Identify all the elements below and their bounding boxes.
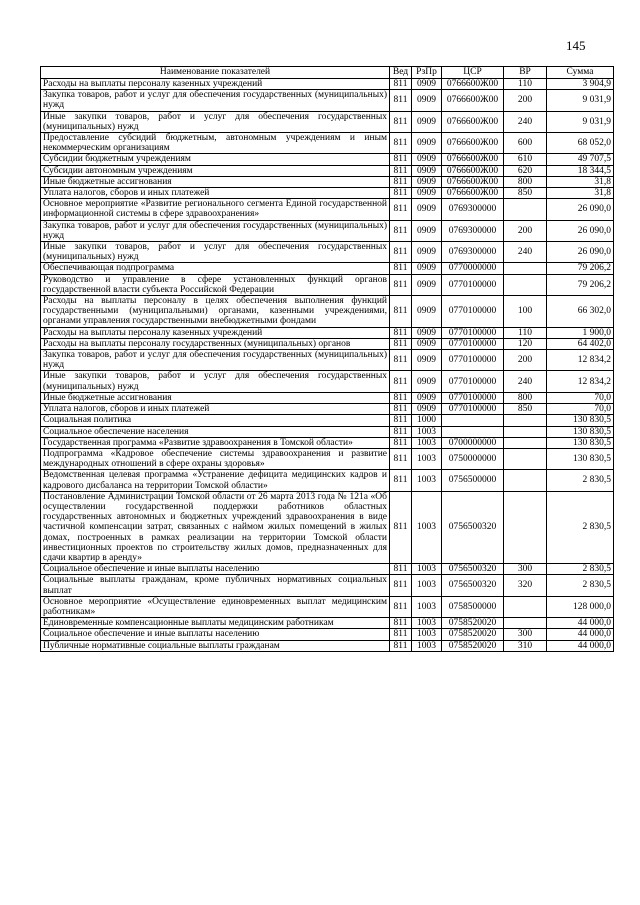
cell-sum: 64 402,0 <box>547 338 614 349</box>
cell-sum: 130 830,5 <box>547 426 614 437</box>
cell-vr <box>504 437 547 448</box>
cell-vr: 240 <box>504 371 547 392</box>
cell-name: Предоставление субсидий бюджетным, автономным учреждениям и иным некоммерческим организациям <box>41 133 390 154</box>
cell-vr <box>504 491 547 563</box>
cell-vr: 800 <box>504 176 547 187</box>
cell-vr <box>504 415 547 426</box>
table-row <box>41 154 614 165</box>
cell-sum: 18 344,5 <box>547 165 614 176</box>
cell-sum: 44 000,0 <box>547 640 614 651</box>
cell-ved: 811 <box>390 199 412 220</box>
cell-name: Обеспечивающая подпрограмма <box>41 263 390 274</box>
cell-name: Уплата налогов, сборов и иных платежей <box>41 404 390 415</box>
table-row <box>41 491 614 563</box>
cell-csr: 0766600Ж00 <box>442 165 504 176</box>
cell-name: Социальное обеспечение и иные выплаты населению <box>41 629 390 640</box>
table-row <box>41 371 614 392</box>
cell-vr: 100 <box>504 296 547 328</box>
cell-ved: 811 <box>390 338 412 349</box>
cell-name: Иные закупки товаров, работ и услуг для обеспечения государственных (муниципальных) нужд <box>41 111 390 132</box>
cell-rzpr: 1003 <box>412 640 442 651</box>
cell-vr: 200 <box>504 220 547 241</box>
cell-name: Социальные выплаты гражданам, кроме публичных нормативных социальных выплат <box>41 575 390 596</box>
cell-rzpr: 0909 <box>412 404 442 415</box>
cell-rzpr: 0909 <box>412 274 442 295</box>
column-header-name: Наименование показателей <box>41 67 390 79</box>
table-row <box>41 90 614 111</box>
cell-name: Публичные нормативные социальные выплаты гражданам <box>41 640 390 651</box>
cell-vr: 850 <box>504 404 547 415</box>
cell-ved: 811 <box>390 629 412 640</box>
cell-csr: 0769300000 <box>442 220 504 241</box>
table-row <box>41 176 614 187</box>
cell-ved: 811 <box>390 79 412 90</box>
cell-rzpr: 0909 <box>412 154 442 165</box>
table-row <box>41 274 614 295</box>
cell-rzpr: 0909 <box>412 176 442 187</box>
cell-csr: 0766600Ж00 <box>442 176 504 187</box>
cell-name: Расходы на выплаты персоналу в целях обеспечения выполнения функций государственными (муниципальными) органами, казенными учреждениями, органами управления государственными внебюджетными фондами <box>41 296 390 328</box>
cell-name: Расходы на выплаты персоналу казенных учреждений <box>41 79 390 90</box>
cell-vr: 600 <box>504 133 547 154</box>
cell-vr: 200 <box>504 350 547 371</box>
cell-ved: 811 <box>390 111 412 132</box>
cell-rzpr: 0909 <box>412 350 442 371</box>
cell-rzpr: 0909 <box>412 111 442 132</box>
cell-ved: 811 <box>390 640 412 651</box>
cell-ved: 811 <box>390 392 412 403</box>
cell-csr: 0756500320 <box>442 564 504 575</box>
cell-name: Иные бюджетные ассигнования <box>41 392 390 403</box>
cell-rzpr: 0909 <box>412 371 442 392</box>
cell-rzpr: 0909 <box>412 220 442 241</box>
cell-rzpr: 1003 <box>412 426 442 437</box>
cell-sum: 130 830,5 <box>547 437 614 448</box>
cell-name: Иные бюджетные ассигнования <box>41 176 390 187</box>
cell-vr: 320 <box>504 575 547 596</box>
cell-csr: 0758520020 <box>442 618 504 629</box>
cell-sum: 31,8 <box>547 188 614 199</box>
cell-csr: 0770100000 <box>442 392 504 403</box>
cell-rzpr: 1003 <box>412 491 442 563</box>
table-row <box>41 404 614 415</box>
cell-vr: 110 <box>504 79 547 90</box>
cell-ved: 811 <box>390 154 412 165</box>
table-row <box>41 629 614 640</box>
cell-name: Субсидии бюджетным учреждениям <box>41 154 390 165</box>
cell-vr: 610 <box>504 154 547 165</box>
cell-sum: 79 206,2 <box>547 263 614 274</box>
cell-ved: 811 <box>390 426 412 437</box>
cell-rzpr: 0909 <box>412 327 442 338</box>
cell-csr: 0766600Ж00 <box>442 188 504 199</box>
cell-ved: 811 <box>390 176 412 187</box>
table-row <box>41 392 614 403</box>
cell-ved: 811 <box>390 165 412 176</box>
table-row <box>41 470 614 491</box>
table-row <box>41 199 614 220</box>
cell-ved: 811 <box>390 470 412 491</box>
table-row <box>41 575 614 596</box>
cell-rzpr: 0909 <box>412 133 442 154</box>
cell-sum: 31,8 <box>547 176 614 187</box>
cell-name: Закупка товаров, работ и услуг для обеспечения государственных (муниципальных) нужд <box>41 220 390 241</box>
table-row <box>41 596 614 617</box>
cell-vr <box>504 596 547 617</box>
table-row <box>41 640 614 651</box>
cell-rzpr: 1003 <box>412 564 442 575</box>
cell-ved: 811 <box>390 437 412 448</box>
budget-table <box>40 66 614 652</box>
cell-rzpr: 1003 <box>412 618 442 629</box>
cell-vr <box>504 199 547 220</box>
cell-sum: 70,0 <box>547 404 614 415</box>
cell-name: Закупка товаров, работ и услуг для обеспечения государственных (муниципальных) нужд <box>41 90 390 111</box>
cell-rzpr: 1003 <box>412 470 442 491</box>
table-row <box>41 220 614 241</box>
cell-csr: 0758500000 <box>442 596 504 617</box>
cell-csr: 0766600Ж00 <box>442 111 504 132</box>
column-header-sum: Сумма <box>547 67 614 79</box>
table-row <box>41 242 614 263</box>
cell-sum: 68 052,0 <box>547 133 614 154</box>
cell-rzpr: 1003 <box>412 437 442 448</box>
table-row <box>41 415 614 426</box>
cell-ved: 811 <box>390 327 412 338</box>
cell-csr: 0756500320 <box>442 491 504 563</box>
cell-vr: 200 <box>504 90 547 111</box>
cell-ved: 811 <box>390 491 412 563</box>
cell-sum: 9 031,9 <box>547 111 614 132</box>
cell-vr <box>504 470 547 491</box>
cell-ved: 811 <box>390 350 412 371</box>
cell-csr: 0770100000 <box>442 274 504 295</box>
table-body <box>41 79 614 652</box>
cell-rzpr: 0909 <box>412 338 442 349</box>
cell-rzpr: 1003 <box>412 629 442 640</box>
column-header-vr: ВР <box>504 67 547 79</box>
cell-csr: 0766600Ж00 <box>442 133 504 154</box>
cell-csr <box>442 426 504 437</box>
cell-vr: 300 <box>504 629 547 640</box>
cell-name: Иные закупки товаров, работ и услуг для обеспечения государственных (муниципальных) нужд <box>41 371 390 392</box>
cell-csr: 0770100000 <box>442 371 504 392</box>
cell-sum: 128 000,0 <box>547 596 614 617</box>
table-row <box>41 338 614 349</box>
cell-csr: 0766600Ж00 <box>442 154 504 165</box>
cell-name: Уплата налогов, сборов и иных платежей <box>41 188 390 199</box>
cell-csr: 0758520020 <box>442 629 504 640</box>
table-row <box>41 618 614 629</box>
cell-ved: 811 <box>390 242 412 263</box>
cell-rzpr: 0909 <box>412 90 442 111</box>
cell-csr: 0769300000 <box>442 242 504 263</box>
cell-sum: 2 830,5 <box>547 470 614 491</box>
cell-name: Подпрограмма «Кадровое обеспечение системы здравоохранения и развитие международных отношений в сфере охраны здоровья» <box>41 448 390 469</box>
page-number: 145 <box>566 38 586 53</box>
cell-csr: 0700000000 <box>442 437 504 448</box>
cell-name: Государственная программа «Развитие здравоохранения в Томской области» <box>41 437 390 448</box>
column-header-ved: Вед <box>390 67 412 79</box>
cell-ved: 811 <box>390 274 412 295</box>
cell-name: Основное мероприятие «Развитие регионального сегмента Единой государственной информационной системы в сфере здравоохранения» <box>41 199 390 220</box>
cell-sum: 26 090,0 <box>547 220 614 241</box>
cell-sum: 44 000,0 <box>547 629 614 640</box>
cell-rzpr: 0909 <box>412 199 442 220</box>
cell-vr: 850 <box>504 188 547 199</box>
cell-name: Социальное обеспечение и иные выплаты населению <box>41 564 390 575</box>
table-row <box>41 448 614 469</box>
cell-ved: 811 <box>390 564 412 575</box>
table-row <box>41 327 614 338</box>
cell-ved: 811 <box>390 133 412 154</box>
cell-ved: 811 <box>390 575 412 596</box>
cell-csr: 0770100000 <box>442 327 504 338</box>
cell-name: Ведомственная целевая программа «Устранение дефицита медицинских кадров и кадрового дисбаланса на территории Томской области» <box>41 470 390 491</box>
cell-name: Основное мероприятие «Осуществление единовременных выплат медицинским работникам» <box>41 596 390 617</box>
cell-csr: 0770100000 <box>442 350 504 371</box>
cell-rzpr: 1003 <box>412 575 442 596</box>
cell-sum: 26 090,0 <box>547 242 614 263</box>
cell-rzpr: 1003 <box>412 448 442 469</box>
cell-csr: 0770100000 <box>442 404 504 415</box>
cell-sum: 44 000,0 <box>547 618 614 629</box>
cell-name: Закупка товаров, работ и услуг для обеспечения государственных (муниципальных) нужд <box>41 350 390 371</box>
cell-vr: 240 <box>504 242 547 263</box>
cell-csr: 0770100000 <box>442 338 504 349</box>
cell-rzpr: 0909 <box>412 392 442 403</box>
cell-sum: 12 834,2 <box>547 371 614 392</box>
cell-sum: 70,0 <box>547 392 614 403</box>
cell-ved: 811 <box>390 263 412 274</box>
cell-sum: 3 904,9 <box>547 79 614 90</box>
cell-ved: 811 <box>390 448 412 469</box>
cell-ved: 811 <box>390 618 412 629</box>
table-row <box>41 350 614 371</box>
cell-rzpr: 0909 <box>412 79 442 90</box>
cell-sum: 2 830,5 <box>547 575 614 596</box>
cell-csr: 0758520020 <box>442 640 504 651</box>
table-row <box>41 564 614 575</box>
cell-sum: 12 834,2 <box>547 350 614 371</box>
table-row <box>41 437 614 448</box>
cell-name: Единовременные компенсационные выплаты медицинским работникам <box>41 618 390 629</box>
cell-vr <box>504 448 547 469</box>
cell-sum: 2 830,5 <box>547 564 614 575</box>
cell-csr: 0750000000 <box>442 448 504 469</box>
cell-csr: 0770100000 <box>442 296 504 328</box>
cell-rzpr: 0909 <box>412 263 442 274</box>
table-row <box>41 111 614 132</box>
cell-name: Расходы на выплаты персоналу государственных (муниципальных) органов <box>41 338 390 349</box>
cell-ved: 811 <box>390 296 412 328</box>
table-row <box>41 165 614 176</box>
cell-sum: 79 206,2 <box>547 274 614 295</box>
cell-name: Постановление Администрации Томской области от 26 марта 2013 года № 121а «Об осуществлении государственной поддержки работников областных государственных автономных и бюджетных учреждений здравоохранения в виде частичной компенсации затрат, связанных с наймом жилых помещений в жилых домах, построенных в рамках реализации на территории Томской области инвестиционных проектов по строительству жилых домов, предназначенных для сдачи квартир в аренду» <box>41 491 390 563</box>
cell-ved: 811 <box>390 404 412 415</box>
table-row <box>41 133 614 154</box>
cell-sum: 9 031,9 <box>547 90 614 111</box>
cell-csr <box>442 415 504 426</box>
table-header-row <box>41 67 614 79</box>
cell-vr: 240 <box>504 111 547 132</box>
cell-vr: 310 <box>504 640 547 651</box>
cell-rzpr: 1000 <box>412 415 442 426</box>
cell-sum: 66 302,0 <box>547 296 614 328</box>
cell-ved: 811 <box>390 415 412 426</box>
cell-ved: 811 <box>390 220 412 241</box>
table-row <box>41 263 614 274</box>
cell-csr: 0766600Ж00 <box>442 79 504 90</box>
cell-sum: 130 830,5 <box>547 448 614 469</box>
cell-rzpr: 0909 <box>412 296 442 328</box>
cell-vr <box>504 426 547 437</box>
cell-vr <box>504 274 547 295</box>
cell-vr <box>504 618 547 629</box>
cell-ved: 811 <box>390 371 412 392</box>
cell-name: Расходы на выплаты персоналу казенных учреждений <box>41 327 390 338</box>
cell-vr: 800 <box>504 392 547 403</box>
cell-vr <box>504 263 547 274</box>
cell-name: Субсидии автономным учреждениям <box>41 165 390 176</box>
cell-vr: 110 <box>504 327 547 338</box>
cell-name: Социальное обеспечение населения <box>41 426 390 437</box>
column-header-rzpr: РзПр <box>412 67 442 79</box>
cell-csr: 0756500320 <box>442 575 504 596</box>
cell-rzpr: 0909 <box>412 242 442 263</box>
cell-vr: 120 <box>504 338 547 349</box>
cell-sum: 1 900,0 <box>547 327 614 338</box>
table-row <box>41 79 614 90</box>
table-row <box>41 426 614 437</box>
cell-rzpr: 0909 <box>412 188 442 199</box>
cell-ved: 811 <box>390 596 412 617</box>
column-header-csr: ЦСР <box>442 67 504 79</box>
cell-sum: 2 830,5 <box>547 491 614 563</box>
cell-name: Руководство и управление в сфере установленных функций органов государственной власти субъекта Российской Федерации <box>41 274 390 295</box>
cell-ved: 811 <box>390 90 412 111</box>
table-row <box>41 188 614 199</box>
cell-name: Социальная политика <box>41 415 390 426</box>
cell-ved: 811 <box>390 188 412 199</box>
cell-sum: 49 707,5 <box>547 154 614 165</box>
cell-sum: 26 090,0 <box>547 199 614 220</box>
cell-name: Иные закупки товаров, работ и услуг для обеспечения государственных (муниципальных) нужд <box>41 242 390 263</box>
cell-csr: 0766600Ж00 <box>442 90 504 111</box>
cell-csr: 0770000000 <box>442 263 504 274</box>
cell-sum: 130 830,5 <box>547 415 614 426</box>
cell-vr: 300 <box>504 564 547 575</box>
cell-csr: 0756500000 <box>442 470 504 491</box>
table-row <box>41 296 614 328</box>
cell-csr: 0769300000 <box>442 199 504 220</box>
cell-rzpr: 1003 <box>412 596 442 617</box>
cell-rzpr: 0909 <box>412 165 442 176</box>
cell-vr: 620 <box>504 165 547 176</box>
